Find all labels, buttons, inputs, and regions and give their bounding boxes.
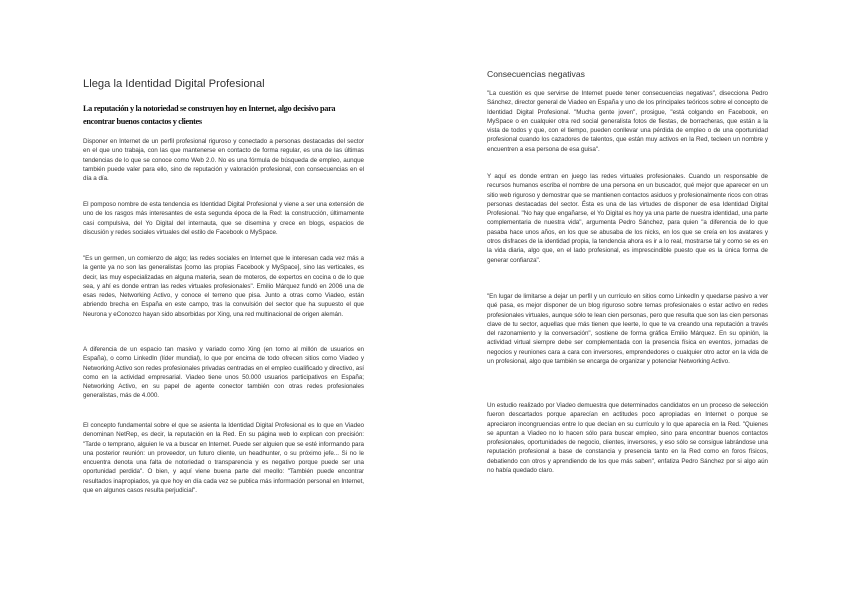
left-paragraph-2: El pomposo nombre de esta tendencia es Identidad Digital Profesional y viene a ser una extensión de uno de los rasgos más interesantes de esta segunda época de la Red: la construcción, últimamente casi compulsiva, del Yo Digital del internauta, que se disemina y crece en blogs, espacios de discusión y redes sociales virtuales del estilo de Facebook o MySpace. (83, 201, 364, 236)
left-paragraph-3: "Es un germen, un comienzo de algo; las redes sociales en Internet que le interesan cada vez más a la gente ya no son las generalistas [como las propias Facebook y MySpace], sino las verticales, es decir, las muy especializadas en alguna materia, sean de moteros, de expertos en cocina o de lo que sea, y ahí es donde entran las redes virtuales profesionales". Emilio Márquez fundó en 2006 una de esas redes, Networking Activo, y conoce el terreno que pisa. Junto a otras como Viadeo, están abriendo brecha en España en este campo, tras la convulsión del sector que ha supuesto el que Neurona y eConozco hayan sido absorbidas por Xing, una red multinacional de origen alemán. (83, 255, 364, 318)
right-paragraph-2: Y aquí es donde entran en juego las redes virtuales profesionales. Cuando un responsable de recursos humanos escriba el nombre de una persona en un buscador, qué mejor que aparecer en un sitio web riguroso y demostrar que se mantienen contactos asiduos y profesionalmente ricos con otras personas destacadas del sector. Ésta es una de las virtudes de disponer de esa Identidad Digital Profesional. "No hay que engañarse, el Yo Digital es hoy ya una parte de nuestra identidad, una parte complementaria de nuestra vida", argumenta Pedro Sánchez, para quien "a diferencia de lo que pasaba hace unos años, en los que se abusaba de los nicks, en los que se creía en los avatares y otros disfraces de la identidad propia, la tendencia ahora es ir a lo real, mostrarse tal y como se es en la vida diaria, algo que, en el lado profesional, es imprescindible puesto que es la única forma de generar confianza". (487, 173, 768, 264)
right-paragraph-3: "En lugar de limitarse a dejar un perfil y un currículo en sitios como LinkedIn y quedarse pasivo a ver qué pasa, es mejor disponer de un blog riguroso sobre temas profesionales o estar activo en redes profesionales virtuales, aunque sólo te lean cien personas, pero que resulta que son las cien personas clave de tu sector, aquellas que más tienen que leerte, lo que te va creando una reputación a través del razonamiento y la conversación", sostiene de forma gráfica Emilio Márquez. En su opinión, la actividad virtual siempre debe ser complementada con la presencia física en eventos, jornadas de negocios y reuniones cara a cara con inversores, emprendedores o cualquier otro actor en la vida de un profesional, algo que también se encarga de organizar y potenciar Networking Activo. (487, 293, 768, 366)
right-paragraph-4: Un estudio realizado por Viadeo demuestra que determinados candidatos en un proceso de selección fueron descartados porque aparecían en actitudes poco apropiadas en Internet o porque se apreciaron incongruencias entre lo que decían en su currículo y lo que aparecía en la Red. "Quienes se apuntan a Viadeo no lo hacen sólo para buscar empleo, sino para encontrar buenos contactos profesionales, oportunidades de negocio, clientes, inversores, y eso sólo se consigue labrándose una reputación profesional a base de constancia y presencia tanto en la Red como en foros físicos, debatiendo con otros y aprendiendo de los que más saben", enfatiza Pedro Sánchez por si algo aún no había quedado claro. (487, 402, 768, 475)
article-subtitle: La reputación y la notoriedad se construyen hoy en Internet, algo decisivo para encontrar buenos contactos y clientes (83, 104, 336, 126)
left-paragraph-5: El concepto fundamental sobre el que se asienta la Identidad Digital Profesional es lo que en Viadeo denominan NetRep, es decir, la reputación en la Red. En su página web lo explican con precisión: "Tarde o temprano, alguien le va a buscar en Internet. Puede ser alguien que se esté informando para una posterior reunión: un proveedor, un futuro cliente, un headhunter, o su próximo jefe... Si no le encuentra denota una falta de notoriedad o transparencia y es negativo porque puede ser una oportunidad perdida". O bien, y aquí viene buena parte del meollo: "También puede encontrar resultados inapropiados, ya que hoy en día cada vez se publica más información personal en Internet, que en algunos casos resulta perjudicial". (83, 422, 364, 495)
section-title: Consecuencias negativas (487, 69, 585, 79)
right-paragraph-1: "La cuestión es que servirse de Internet puede tener consecuencias negativas", disecciona Pedro Sánchez, director general de Viadeo en España y uno de los principales teóricos sobre el concepto de Identidad Digital Profesional. "Mucha gente joven", prosigue, "está colgando en Facebook, en MySpace o en cualquier otra red social generalista fotos de fiestas, de borracheras, que están a la vista de todos y que, con el tiempo, pueden conllevar una pérdida de empleo o de una oportunidad profesional cuando los cazadores de talentos, que están muy activos en la Red, tecleen un nombre y encuentren a esa persona de esa guisa". (487, 90, 768, 153)
left-paragraph-1: Disponer en Internet de un perfil profesional riguroso y conectado a personas destacadas del sector en el que uno trabaja, con las que mantenerse en contacto de forma regular, es una de las últimas tendencias de lo que se conoce como Web 2.0. No es una fórmula de búsqueda de empleo, aunque también puede valer para ello, sino de reputación y valoración profesional, con consecuencias en el día a día. (83, 138, 364, 183)
article-title: Llega la Identidad Digital Profesional (83, 78, 265, 90)
left-paragraph-4: A diferencia de un espacio tan masivo y variado como Xing (en torno al millón de usuarios en España), o como LinkedIn (líder mundial), lo que por encima de todo ofrecen sitios como Viadeo y Networking Activo son redes profesionales privadas centradas en el empleo cualificado y directivo, así como en la actividad empresarial. Viadeo tiene unos 50.000 usuarios participativos en España; Networking Activo, en su papel de agente conector también con otras redes profesionales generalistas, más de 4.000. (83, 346, 364, 400)
